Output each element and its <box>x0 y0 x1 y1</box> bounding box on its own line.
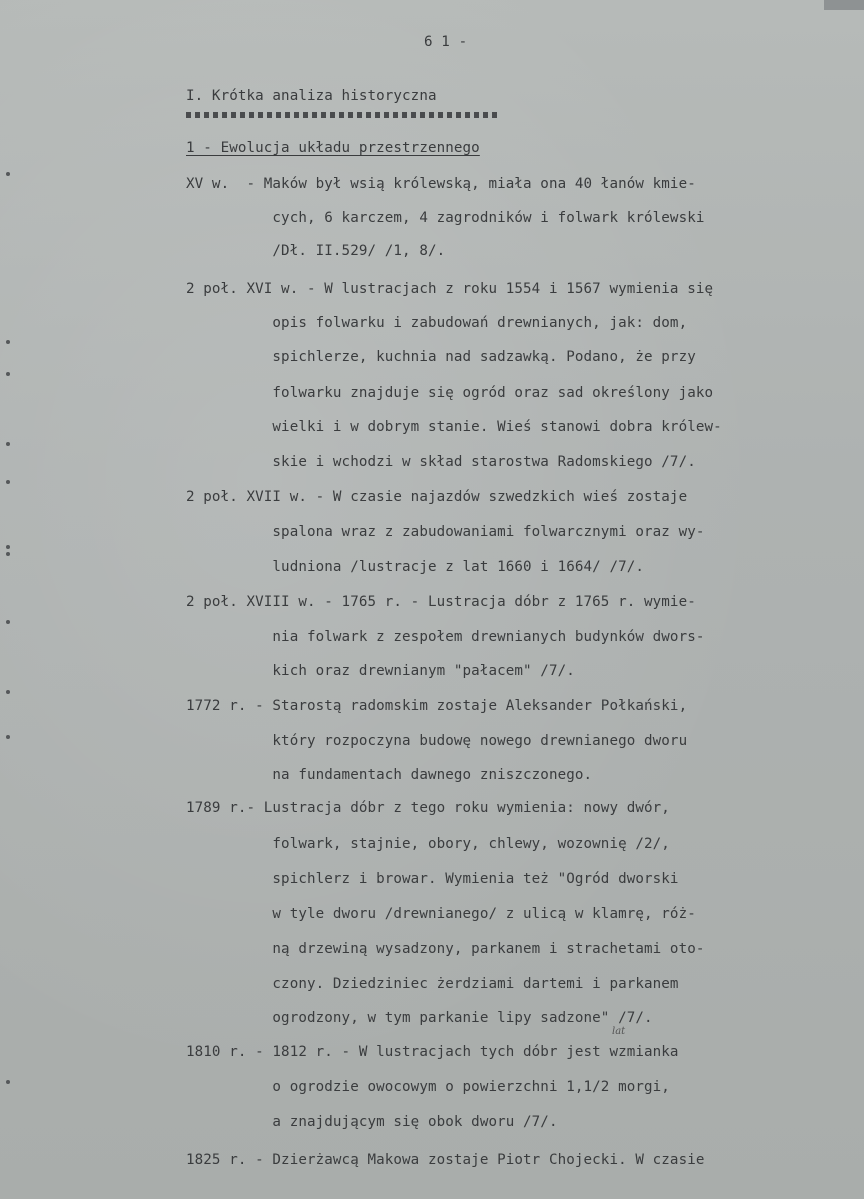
text-line: wielki i w dobrym stanie. Wieś stanowi dobra królew- <box>186 419 722 435</box>
text-line: ludniona /lustracje z lat 1660 i 1664/ /7/. <box>186 559 645 575</box>
text-line: nia folwark z zespołem drewnianych budynków dwors- <box>186 629 705 645</box>
binder-hole <box>6 1080 10 1084</box>
text-line: czony. Dziedziniec żerdziami dartemi i parkanem <box>186 976 679 992</box>
text-line: skie i wchodzi w skład starostwa Radomskiego /7/. <box>186 454 696 470</box>
text-line: /Dł. II.529/ /1, 8/. <box>186 243 446 259</box>
handwritten-note: lat <box>612 1026 626 1037</box>
text-line: folwarku znajduje się ogród oraz sad określony jako <box>186 385 714 401</box>
text-line: 1810 r. - 1812 r. - W lustracjach tych dóbr jest wzmianka <box>186 1044 679 1060</box>
binder-hole <box>6 735 10 739</box>
text-line: opis folwarku i zabudowań drewnianych, jak: dom, <box>186 315 688 331</box>
text-line: 2 poł. XVII w. - W czasie najazdów szwedzkich wieś zostaje <box>186 489 688 505</box>
section-title: I. Krótka analiza historyczna <box>186 88 437 104</box>
binder-holes <box>3 0 15 1199</box>
text-line: XV w. - Maków był wsią królewską, miała ona 40 łanów kmie- <box>186 176 696 192</box>
binder-hole <box>6 620 10 624</box>
page-corner <box>824 0 864 10</box>
text-line: spichlerze, kuchnia nad sadzawką. Podano, że przy <box>186 349 696 365</box>
text-line: o ogrodzie owocowym o powierzchni 1,1/2 morgi, <box>186 1079 670 1095</box>
page-number: 6 1 - <box>424 34 468 50</box>
text-line: ną drzewiną wysadzony, parkanem i strachetami oto- <box>186 941 705 957</box>
text-line: 1789 r.- Lustracja dóbr z tego roku wymienia: nowy dwór, <box>186 800 670 816</box>
binder-hole <box>6 340 10 344</box>
binder-hole <box>6 172 10 176</box>
text-line: cych, 6 karczem, 4 zagrodników i folwark królewski <box>186 210 705 226</box>
text-line: spalona wraz z zabudowaniami folwarcznymi oraz wy- <box>186 524 705 540</box>
text-line: a znajdującym się obok dworu /7/. <box>186 1114 558 1130</box>
binder-hole <box>6 480 10 484</box>
text-line: 2 poł. XVIII w. - 1765 r. - Lustracja dóbr z 1765 r. wymie- <box>186 594 696 610</box>
binder-hole <box>6 545 10 549</box>
text-line: 2 poł. XVI w. - W lustracjach z roku 1554 i 1567 wymienia się <box>186 281 714 297</box>
text-line: ogrodzony, w tym parkanie lipy sadzone" /7/. <box>186 1010 653 1026</box>
title-double-underline <box>186 112 498 118</box>
text-line: w tyle dworu /drewnianego/ z ulicą w klamrę, róż- <box>186 906 696 922</box>
text-line: kich oraz drewnianym "pałacem" /7/. <box>186 663 575 679</box>
text-line: na fundamentach dawnego zniszczonego. <box>186 767 593 783</box>
text-line: folwark, stajnie, obory, chlewy, wozownię /2/, <box>186 836 670 852</box>
text-line: 1772 r. - Starostą radomskim zostaje Aleksander Połkański, <box>186 698 688 714</box>
binder-hole <box>6 552 10 556</box>
binder-hole <box>6 372 10 376</box>
binder-hole <box>6 690 10 694</box>
text-line: który rozpoczyna budowę nowego drewnianego dworu <box>186 733 688 749</box>
binder-hole <box>6 442 10 446</box>
text-line: spichlerz i browar. Wymienia też "Ogród dworski <box>186 871 679 887</box>
text-line: 1825 r. - Dzierżawcą Makowa zostaje Piotr Chojecki. W czasie <box>186 1152 705 1168</box>
subsection-title: 1 - Ewolucja układu przestrzennego <box>186 140 480 156</box>
